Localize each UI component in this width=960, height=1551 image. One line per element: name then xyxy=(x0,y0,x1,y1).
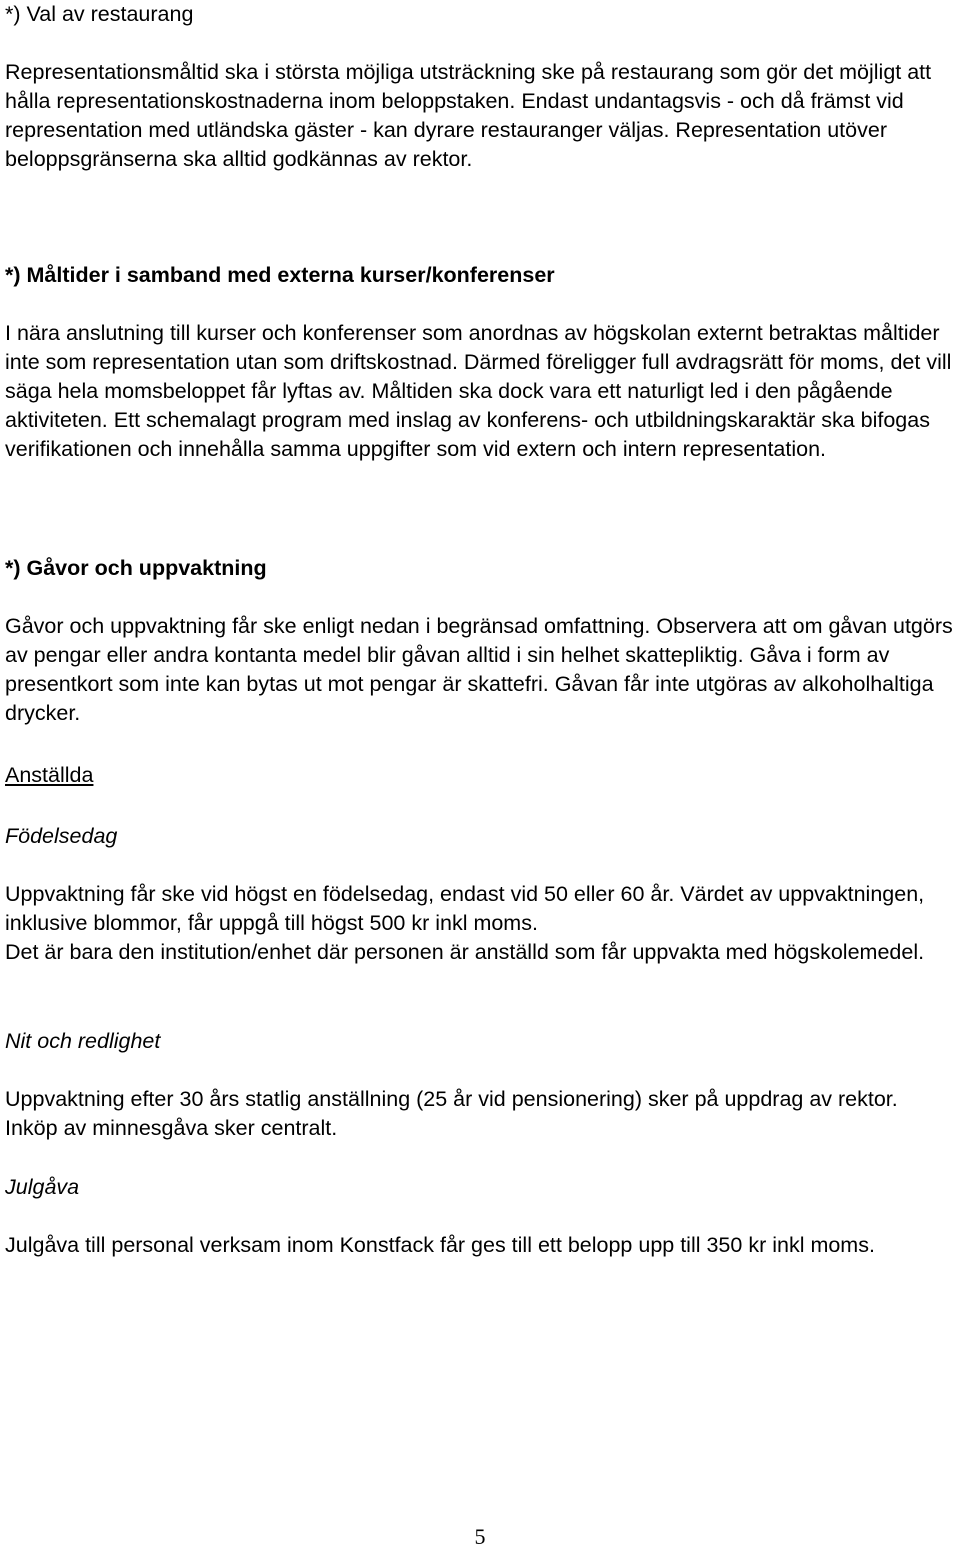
section-body: Uppvaktning får ske vid högst en födelsedag, endast vid 50 eller 60 år. Värdet av uppvaktningen, inklusive blommor, får uppgå till högst 500 kr inkl moms. xyxy=(5,882,925,935)
section-gavor-uppvaktning xyxy=(5,554,955,728)
section-julgava xyxy=(5,1173,955,1260)
section-body: Uppvaktning efter 30 års statlig anställning (25 år vid pensionering) sker på uppdrag av rektor. Inköp av minnesgåva sker centralt. xyxy=(5,1087,898,1140)
section-body: Det är bara den institution/enhet där personen är anställd som får uppvakta med högskolemedel. xyxy=(5,940,925,964)
section-body: Julgåva till personal verksam inom Konstfack får ges till ett belopp upp till 350 kr inkl moms. xyxy=(5,1233,875,1257)
section-body: Representationsmåltid ska i största möjliga utsträckning ske på restaurang som gör det möjligt att hålla representationskostnaderna inom beloppstaken. Endast undantagsvis - och då främst vid representation med utländska gäster - kan dyrare restauranger väljas. Representation utöver beloppsgränserna ska alltid godkännas av rektor. xyxy=(5,60,932,171)
section-body: I nära anslutning till kurser och konferenser som anordnas av högskolan externt betraktas måltider inte som representation utan som driftskostnad. Därmed föreligger full avdragsrätt för moms, det vill säga hela momsbeloppet får lyftas av. Måltiden ska dock vara ett naturligt led i den pågående aktiviteten. Ett schemalagt program med inslag av konferens- och utbildningskaraktär ska bifogas verifikationen och innehålla samma uppgifter som vid extern och intern representation. xyxy=(5,321,952,461)
section-anstallda xyxy=(5,761,955,790)
section-heading: *) Gåvor och uppvaktning xyxy=(5,556,267,580)
section-heading: *) Val av restaurang xyxy=(5,2,194,26)
section-nit-och-redlighet xyxy=(5,1027,955,1143)
subheading-fodelsedag: Födelsedag xyxy=(5,824,118,848)
section-fodelsedag xyxy=(5,822,955,967)
page-number: 5 xyxy=(474,1524,486,1549)
subheading-nit-och-redlighet: Nit och redlighet xyxy=(5,1029,161,1053)
subheading-julgava: Julgåva xyxy=(5,1175,80,1199)
section-body: Gåvor och uppvaktning får ske enligt nedan i begränsad omfattning. Observera att om gåvan utgörs av pengar eller andra kontanta medel blir gåvan alltid i sin helhet skattepliktig. Gåva i form av presentkort som inte kan bytas ut mot pengar är skattefri. Gåvan får inte utgöras av alkoholhaltiga drycker. xyxy=(5,614,953,725)
section-val-av-restaurang xyxy=(5,0,955,174)
section-heading: *) Måltider i samband med externa kurser/konferenser xyxy=(5,263,555,287)
subheading-anstallda: Anställda xyxy=(5,763,94,787)
section-maltider-kurser xyxy=(5,261,955,464)
